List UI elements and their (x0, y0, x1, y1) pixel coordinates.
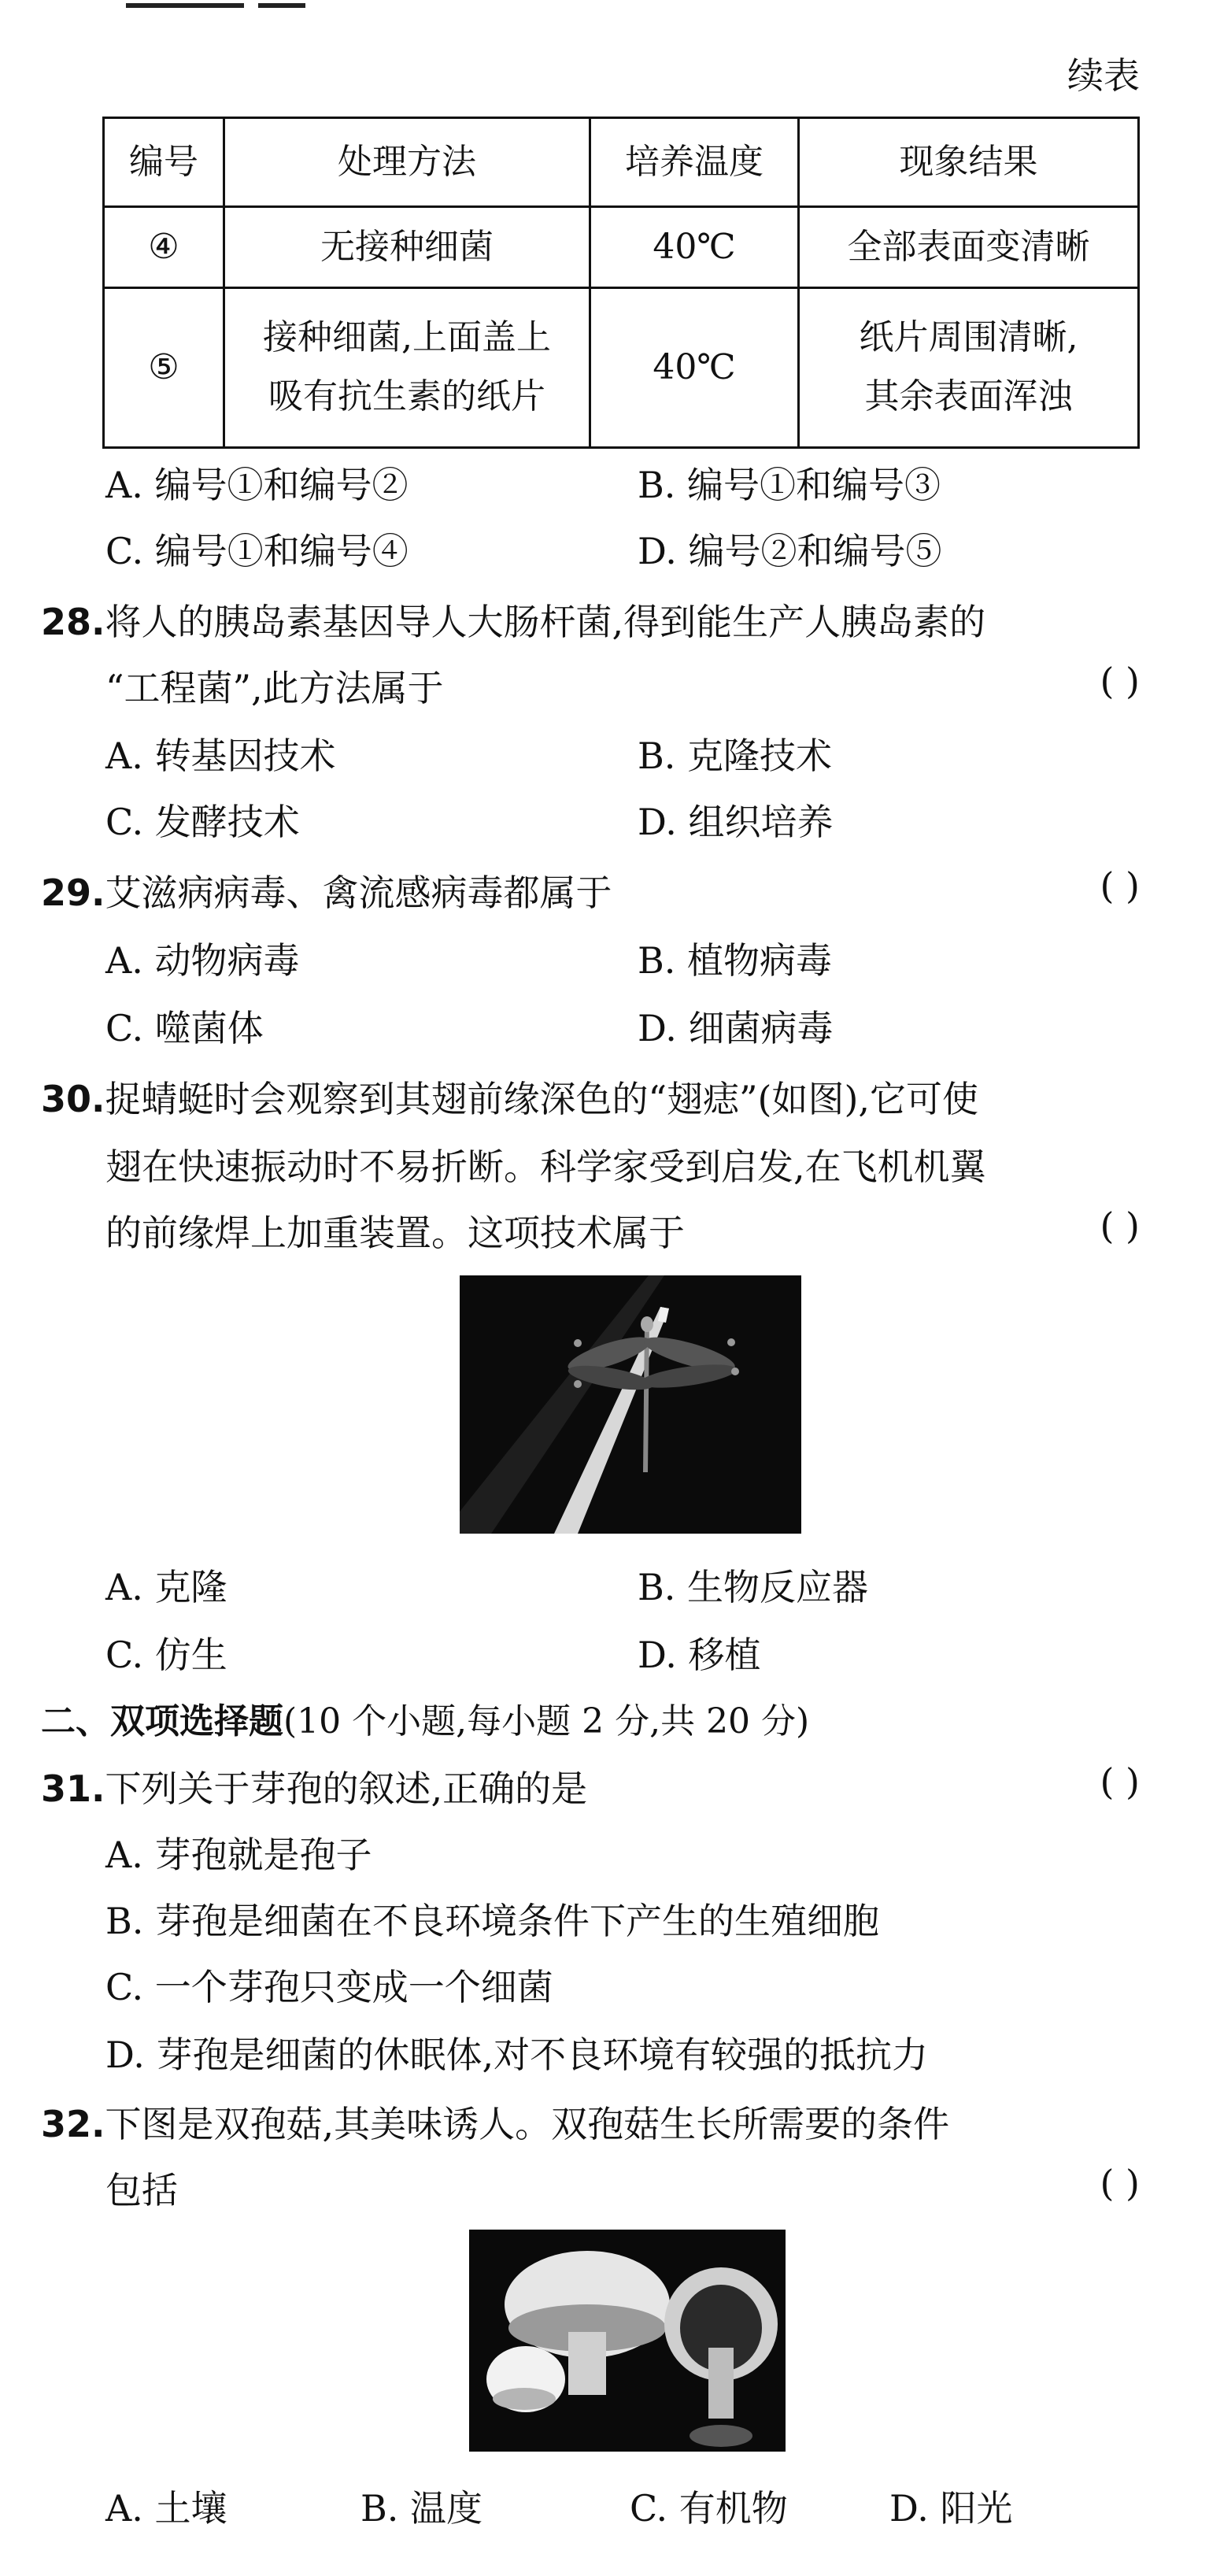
cell-method-line: 接种细菌,上面盖上 (263, 317, 551, 358)
q28-option-b: B. 克隆技术 (638, 735, 833, 777)
q31-number: 31. (41, 1767, 105, 1810)
q30-option-d: D. 移植 (638, 1634, 761, 1676)
q30-option-a: A. 克隆 (105, 1566, 227, 1608)
continued-table-label: 续表 (1067, 54, 1140, 97)
q32-option-b: B. 温度 (360, 2487, 483, 2530)
section-2-note: (10 个小题,每小题 2 分,共 20 分) (283, 1701, 810, 1741)
q29-option-a: A. 动物病毒 (105, 939, 300, 982)
q28-option-d: D. 组织培养 (638, 801, 834, 843)
q29-number: 29. (41, 872, 105, 914)
q27-option-c: C. 编号①和编号④ (105, 530, 409, 572)
q31-option-a: A. 芽孢就是孢子 (105, 1834, 372, 1876)
table-row (104, 207, 1139, 288)
q32-line-2: 包括 (105, 2169, 178, 2211)
q32-option-a: A. 土壤 (105, 2487, 227, 2530)
table-row (104, 288, 1139, 448)
q29-stem (41, 864, 612, 916)
crop-bar (126, 3, 244, 8)
mushroom-illustration (469, 2230, 786, 2452)
header-id: 编号 (104, 118, 224, 207)
q30-answer-blank: ( ) (1100, 1205, 1140, 1247)
q30-line-3: 的前缘焊上加重装置。这项技术属于 (105, 1212, 685, 1254)
cell-method: 无接种细菌 (224, 207, 590, 288)
cell-method-line: 吸有抗生素的纸片 (268, 376, 545, 416)
header-result: 现象结果 (799, 118, 1139, 207)
q30-line-2: 翅在快速振动时不易折断。科学家受到启发,在飞机机翼 (105, 1146, 986, 1188)
header-method: 处理方法 (224, 118, 590, 207)
q27-option-d: D. 编号②和编号⑤ (638, 530, 942, 572)
cell-temp: 40℃ (590, 288, 799, 448)
q32-option-d: D. 阳光 (889, 2487, 1013, 2530)
table-header-row (104, 118, 1139, 207)
q31-stem (41, 1760, 587, 1812)
q30-option-b: B. 生物反应器 (638, 1566, 869, 1608)
cell-result: 全部表面变清晰 (799, 207, 1139, 288)
q28-number: 28. (41, 601, 105, 643)
q28-option-c: C. 发酵技术 (105, 801, 300, 843)
cell-method (224, 288, 590, 448)
q31-line-1: 下列关于芽孢的叙述,正确的是 (105, 1767, 588, 1810)
q29-option-b: B. 植物病毒 (638, 939, 833, 982)
q29-answer-blank: ( ) (1100, 864, 1140, 907)
q31-answer-blank: ( ) (1100, 1760, 1140, 1803)
q31-option-d: D. 芽孢是细菌的休眠体,对不良环境有较强的抵抗力 (105, 2034, 929, 2076)
dragonfly-photo (460, 1275, 801, 1534)
cell-id: ④ (104, 207, 224, 288)
q29-option-d: D. 细菌病毒 (638, 1007, 834, 1049)
q28-option-a: A. 转基因技术 (105, 735, 336, 777)
q30-option-c: C. 仿生 (105, 1634, 227, 1676)
cell-result-line: 纸片周围清晰, (859, 317, 1078, 358)
cell-result-line: 其余表面浑浊 (864, 376, 1073, 416)
q30-number: 30. (41, 1078, 105, 1120)
q28-line-2: “工程菌”,此方法属于 (105, 667, 444, 709)
top-crop-mark (118, 0, 315, 11)
dragonfly-illustration (460, 1275, 801, 1534)
experiment-table (102, 117, 1140, 449)
q28-stem (41, 594, 985, 646)
cell-temp: 40℃ (590, 207, 799, 288)
q27-option-a: A. 编号①和编号② (105, 464, 409, 506)
q31-option-c: C. 一个芽孢只变成一个细菌 (105, 1966, 553, 2008)
cell-result (799, 288, 1139, 448)
section-2-title: 二、双项选择题 (41, 1701, 283, 1741)
q28-line-1: 将人的胰岛素基因导人大肠杆菌,得到能生产人胰岛素的 (105, 601, 986, 643)
header-temp: 培养温度 (590, 118, 799, 207)
mushroom-photo (469, 2230, 786, 2452)
crop-bar (258, 3, 305, 8)
section-2-heading (41, 1693, 809, 1743)
q30-stem (41, 1071, 978, 1123)
q32-stem (41, 2096, 949, 2148)
q28-answer-blank: ( ) (1100, 660, 1140, 702)
q29-line-1: 艾滋病病毒、禽流感病毒都属于 (105, 872, 612, 914)
q31-option-b: B. 芽孢是细菌在不良环境条件下产生的生殖细胞 (105, 1900, 880, 1942)
q32-answer-blank: ( ) (1100, 2162, 1140, 2204)
q29-option-c: C. 噬菌体 (105, 1007, 264, 1049)
q30-line-1: 捉蜻蜓时会观察到其翅前缘深色的“翅痣”(如图),它可使 (105, 1078, 979, 1120)
q32-line-1: 下图是双孢菇,其美味诱人。双孢菇生长所需要的条件 (105, 2103, 950, 2145)
q27-option-b: B. 编号①和编号③ (638, 464, 941, 506)
q32-number: 32. (41, 2103, 105, 2145)
q32-option-c: C. 有机物 (630, 2487, 788, 2530)
cell-id: ⑤ (104, 288, 224, 448)
